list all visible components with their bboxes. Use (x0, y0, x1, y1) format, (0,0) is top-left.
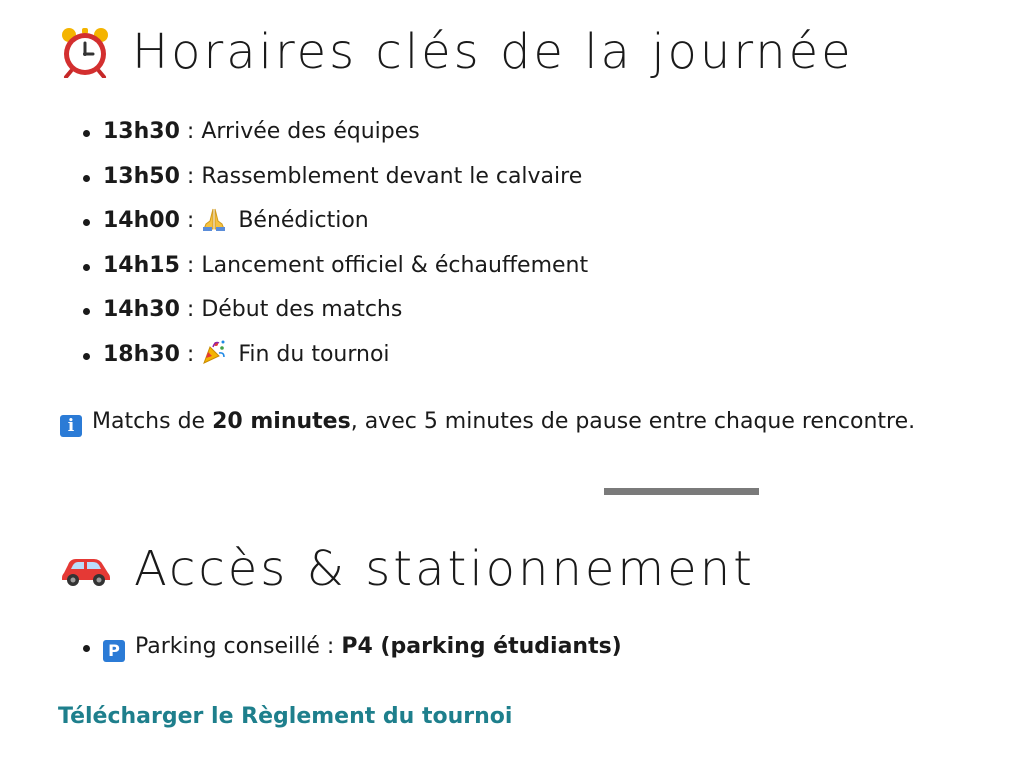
schedule-time: 13h50 (103, 163, 180, 189)
list-item: 14h15 : Lancement officiel & échauffement (74, 249, 588, 294)
schedule-text: Lancement officiel & échauffement (201, 252, 589, 278)
schedule-title: Horaires clés de la journée (132, 24, 854, 80)
schedule-heading (60, 24, 854, 80)
schedule-text: Arrivée des équipes (201, 119, 420, 144)
list-item: 13h50 : Rassemblement devant le calvaire (74, 160, 588, 205)
schedule-time: 14h00 (103, 208, 180, 234)
party-popper-icon (201, 339, 227, 376)
info-icon: i (60, 415, 82, 437)
list-item: 14h30 : Début des matchs (74, 293, 588, 338)
schedule-time: 14h15 (103, 252, 180, 278)
schedule-list (74, 115, 588, 383)
praying-hands-icon (201, 207, 227, 242)
schedule-time: 18h30 (103, 341, 180, 367)
access-title: Accès & stationnement (134, 541, 755, 597)
car-icon (60, 551, 112, 587)
list-item: 13h30 : Arrivée des équipes (74, 115, 588, 160)
schedule-text: Début des matchs (201, 297, 403, 323)
divider (604, 488, 759, 495)
access-heading (60, 541, 755, 597)
schedule-text: Bénédiction (238, 208, 369, 234)
match-duration-note: i Matchs de 20 minutes, avec 5 minutes de pause entre chaque rencontre. (60, 405, 915, 439)
schedule-text: Rassemblement devant le calvaire (201, 163, 583, 189)
schedule-time: 13h30 (103, 119, 180, 144)
note-bold: 20 minutes (212, 409, 351, 434)
parking-value: P4 (parking étudiants) (341, 634, 622, 659)
list-item: 18h30 : Fin du tournoi (74, 338, 588, 383)
download-rules-link[interactable]: Télécharger le Règlement du tournoi (58, 704, 513, 729)
parking-icon: P (103, 640, 125, 662)
list-item: 14h00 : Bénédiction (74, 204, 588, 249)
schedule-time: 14h30 (103, 297, 180, 323)
schedule-text: Fin du tournoi (238, 341, 390, 367)
alarm-clock-icon (60, 26, 110, 78)
access-list (74, 630, 622, 664)
list-item: P Parking conseillé : P4 (parking étudiants) (74, 630, 622, 664)
